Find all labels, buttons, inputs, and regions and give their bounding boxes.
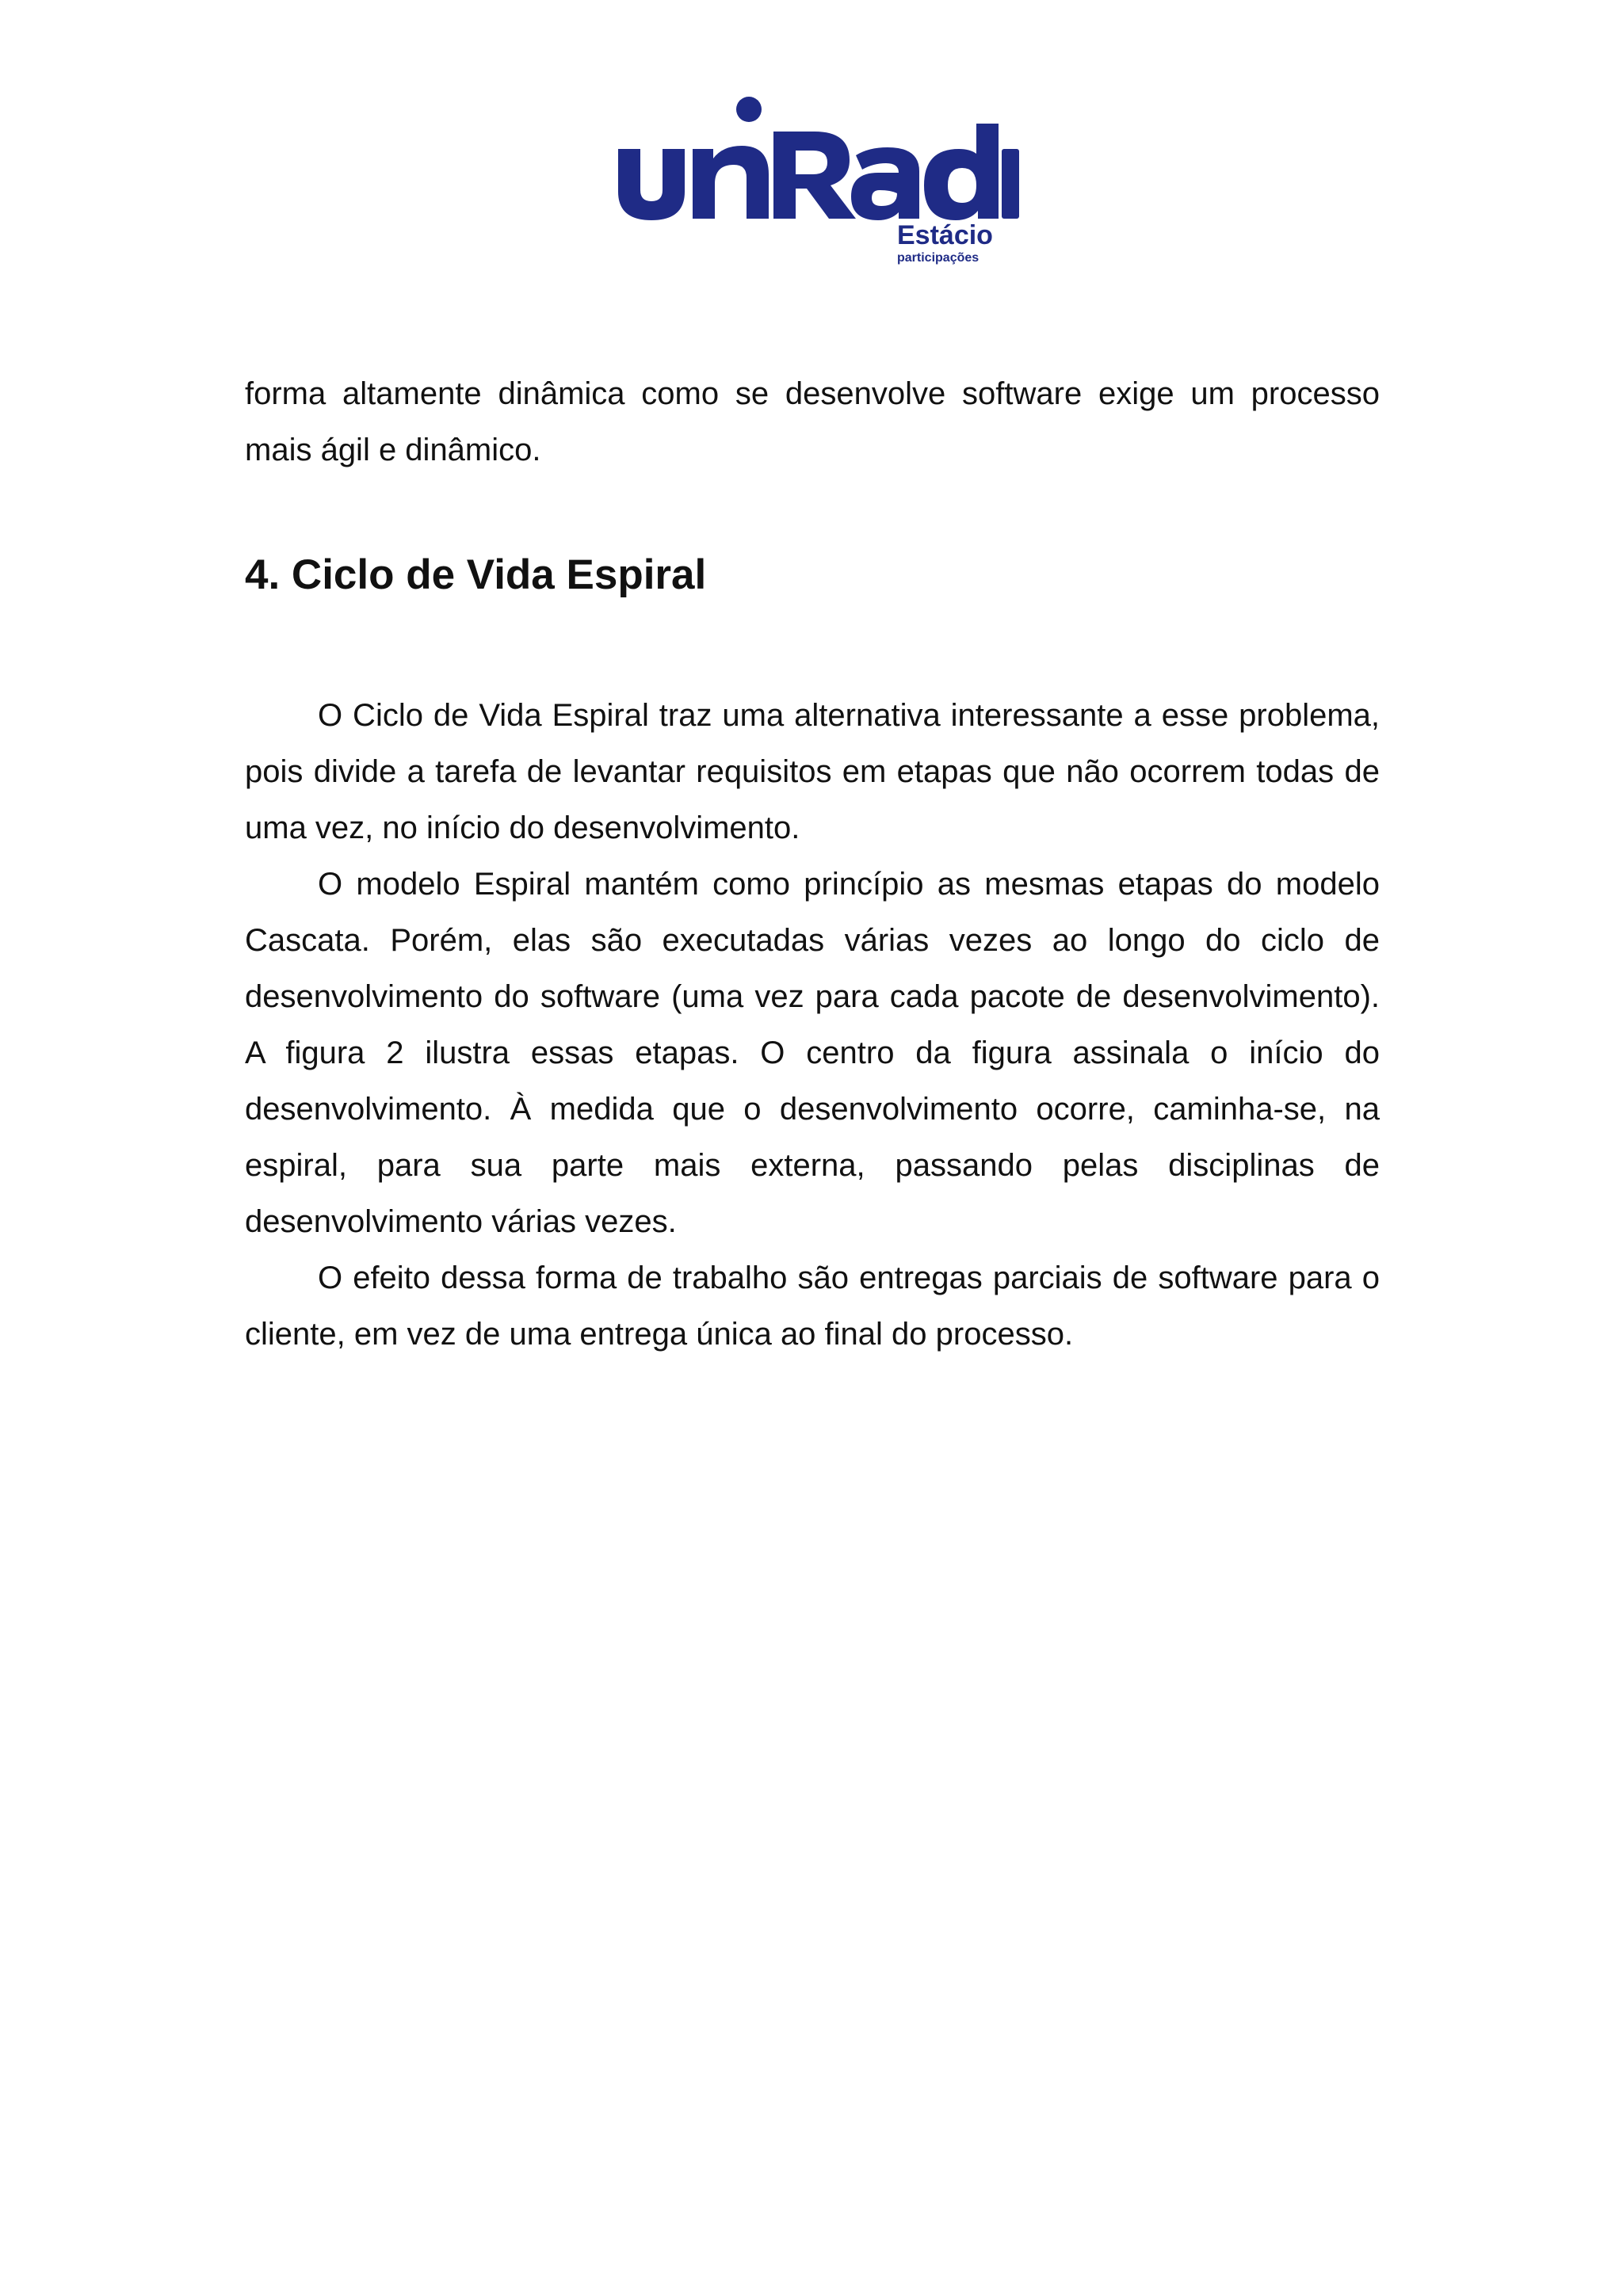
body-paragraph: O Ciclo de Vida Espiral traz uma alternativa interessante a esse problema, pois divide a tarefa de levantar requisitos em etapas que não ocorrem todas de uma vez, no início do desenvolvimento. — [245, 698, 1380, 845]
section-heading: 4. Ciclo de Vida Espiral — [245, 551, 707, 598]
svg-text:Estácio: Estácio — [897, 220, 993, 250]
body-paragraph: O efeito dessa forma de trabalho são entregas parciais de software para o cliente, em vez de uma entrega única ao final do processo. — [245, 1261, 1380, 1352]
document-body — [245, 366, 1380, 1363]
svg-text:participações: participações — [897, 251, 980, 265]
body-paragraph: O modelo Espiral mantém como princípio as mesmas etapas do modelo Cascata. Porém, elas são executadas várias vezes ao longo do ciclo de desenvolvimento do software (uma vez para cada pacote de desenvolvimento). A figura 2 ilustra essas etapas. O centro da figura assinala o início do desenvolvimento. À medida que o desenvolvimento ocorre, caminha-se, na espiral, para sua parte mais externa, passando pelas disciplinas de desenvolvimento várias vezes. — [245, 867, 1380, 1239]
intro-paragraph: forma altamente dinâmica como se desenvolve software exige um processo mais ágil e dinâmico. — [245, 376, 1380, 467]
unradial-estacio-logo — [610, 86, 1022, 268]
